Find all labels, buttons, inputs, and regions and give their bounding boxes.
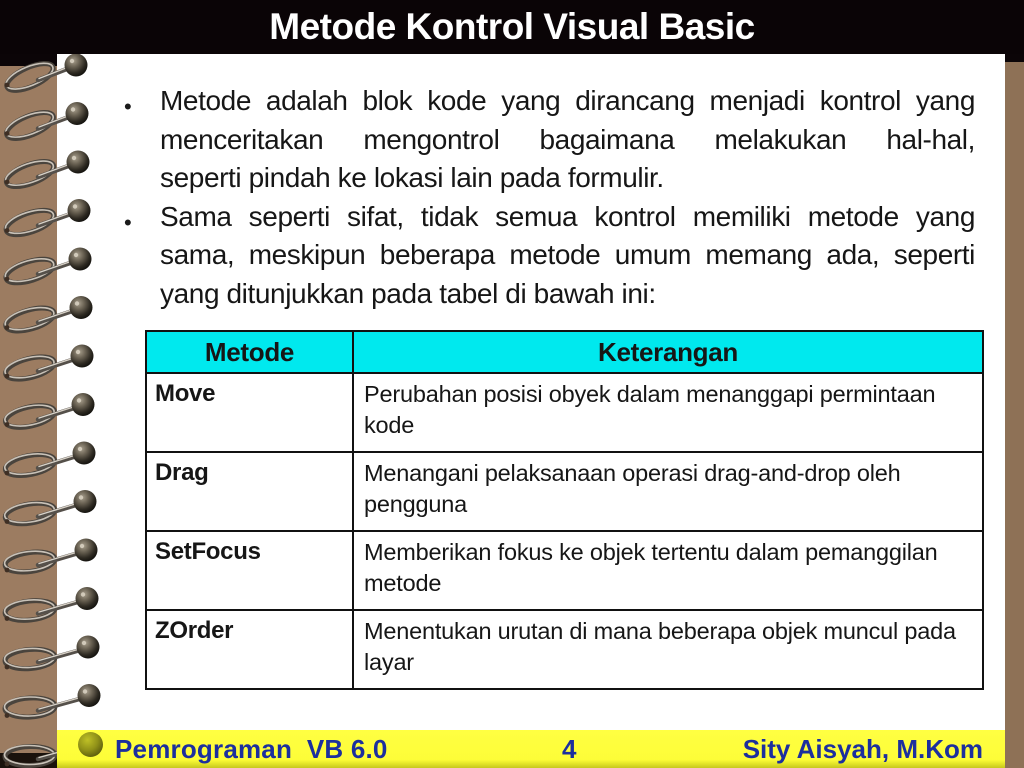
- spiral-loop: [4, 636, 99, 671]
- spiral-loop: [3, 54, 88, 96]
- method-description-cell: Perubahan posisi obyek dalam menanggapi permintaan kode: [353, 373, 983, 452]
- bullet-text: [160, 82, 975, 198]
- spiral-loop: [4, 539, 98, 575]
- bullet-text-line: yang ditunjukkan pada tabel di bawah ini:: [160, 277, 656, 309]
- bullet-list: [122, 82, 975, 314]
- spiral-ball-under-footer: [78, 732, 103, 757]
- bullet-text-line: menceritakan mengontrol bagaimana melakukan hal-hal,: [160, 123, 975, 155]
- method-name-cell: Move: [146, 373, 353, 452]
- bullet-item: [122, 82, 975, 198]
- footer-author: Sity Aisyah, M.Kom: [742, 733, 983, 764]
- footer-course: Pemrograman VB 6.0: [115, 733, 388, 764]
- bullet-text-line: Sama seperti sifat, tidak semua kontrol memiliki metode yang: [160, 200, 975, 232]
- bullet-marker-icon: •: [124, 209, 132, 235]
- table-header-row: [146, 331, 983, 373]
- method-description-cell: Menangani pelaksanaan operasi drag-and-drop oleh pengguna: [353, 452, 983, 531]
- bullet-text-line: seperti pindah ke lokasi lain pada formulir.: [160, 162, 664, 194]
- spiral-loop: [4, 684, 100, 718]
- table-row: [146, 610, 983, 689]
- footer-bar: [57, 730, 1005, 768]
- spiral-loop: [3, 442, 95, 480]
- method-name-cell: SetFocus: [146, 531, 353, 610]
- spiral-loop: [3, 345, 93, 384]
- table-header-metode: Metode: [146, 331, 353, 373]
- spiral-loop: [4, 587, 99, 623]
- method-name-cell: Drag: [146, 452, 353, 531]
- title-bar: [0, 0, 1024, 54]
- page-number: 4: [562, 733, 577, 764]
- table-row: [146, 452, 983, 531]
- spiral-loop: [3, 248, 92, 288]
- spiral-loop: [3, 490, 96, 527]
- spiral-loop: [3, 151, 90, 192]
- bullet-item: [122, 198, 975, 314]
- notebook-edge-right: [1005, 54, 1024, 768]
- table-row: [146, 373, 983, 452]
- spiral-loop: [3, 296, 93, 336]
- bullet-text-line: Metode adalah blok kode yang dirancang menjadi kontrol yang: [160, 85, 975, 116]
- spiral-binding-icon: [0, 54, 120, 768]
- methods-table: [145, 330, 984, 690]
- bullet-text-line: sama, meskipun beberapa metode umum memang ada, seperti: [160, 239, 975, 271]
- method-name-cell: ZOrder: [146, 610, 353, 689]
- slide-title: Metode Kontrol Visual Basic: [269, 6, 755, 47]
- spiral-loop: [3, 393, 94, 431]
- spiral-loop: [3, 102, 89, 144]
- table-header-keterangan: Keterangan: [353, 331, 983, 373]
- bullet-marker-icon: •: [124, 94, 132, 119]
- spiral-loop: [3, 199, 91, 240]
- method-description-cell: Menentukan urutan di mana beberapa objek muncul pada layar: [353, 610, 983, 689]
- method-description-cell: Memberikan fokus ke objek tertentu dalam pemanggilan metode: [353, 531, 983, 610]
- table-row: [146, 531, 983, 610]
- bullet-text: [160, 198, 975, 314]
